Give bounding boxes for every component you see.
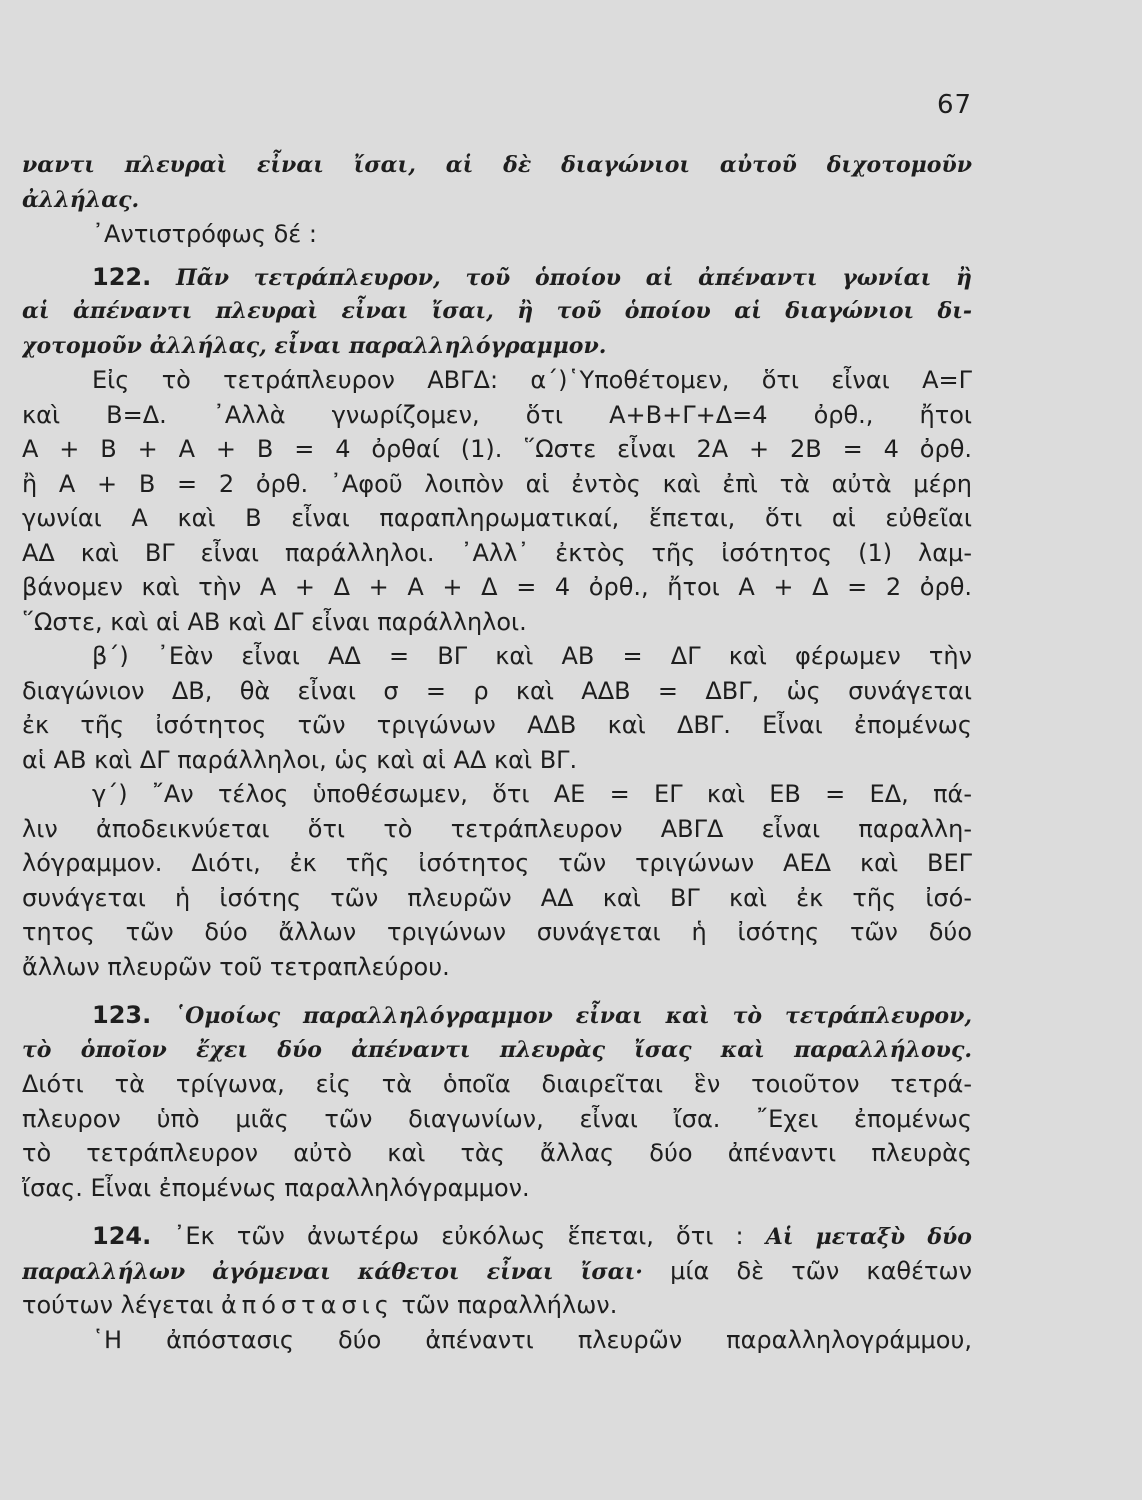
line-text: γ΄) ῎Αν τέλος ὑποθέσωμεν, ὅτι ΑΕ = ΕΓ καὶ ΕΒ = ΕΔ, πά- (92, 780, 972, 808)
line-text: ΑΔ καὶ ΒΓ εἶναι παράλληλοι. ᾿Αλλ᾿ ἐκτὸς τῆς ἰσότητος (1) λαμ- (22, 538, 972, 567)
text-line (22, 743, 972, 778)
text-line (22, 1254, 972, 1289)
text-line (22, 148, 972, 183)
text-line (22, 398, 972, 433)
theorem-124-heading (22, 1219, 972, 1254)
theorem-122-heading (22, 260, 972, 295)
text-line (22, 1323, 972, 1358)
page-number: 67 (937, 90, 973, 120)
line-text: χοτομοῦν ἀλλήλας, εἶναι παραλληλόγραμμον. (22, 332, 607, 359)
line-text: τὸ ὁποῖον ἔχει δύο ἀπέναντι πλευρὰς ἴσας καὶ παραλλήλους. (22, 1036, 972, 1063)
line-text: ἴσας. Εἶναι ἐπομένως παραλληλόγραμμον. (22, 1173, 530, 1202)
line-text: βάνομεν καὶ τὴν Α + Δ + Α + Δ = 4 ὀρθ., ἤτοι Α + Δ = 2 ὀρθ. (22, 573, 972, 601)
line-text: τῶν παραλλήλων. (401, 1291, 618, 1319)
text-line (22, 329, 972, 364)
line-text: λιν ἀποδεικνύεται ὅτι τὸ τετράπλευρον ΑΒΓΔ εἶναι παραλλη- (22, 814, 972, 843)
text-line (22, 501, 972, 536)
line-text: Πᾶν τετράπλευρον, τοῦ ὁποίου αἱ ἀπέναντι γωνίαι ἢ (175, 264, 972, 291)
text-line (22, 363, 972, 398)
line-text: ᾿Εκ τῶν ἀνωτέρω εὐκόλως ἕπεται, ὅτι : (173, 1222, 744, 1250)
line-text: τούτων λέγεται (22, 1291, 214, 1319)
line-text: ῞Ωστε, καὶ αἱ ΑΒ καὶ ΔΓ εἶναι παράλληλοι. (22, 607, 527, 636)
text-line (22, 1136, 972, 1171)
line-text: καὶ Β=Δ. ᾿Αλλὰ γνωρίζομεν, ὅτι Α+Β+Γ+Δ=4 ὀρθ., ἤτοι (22, 400, 972, 429)
text-line (22, 812, 972, 847)
line-text: ῾Ομοίως παραλληλόγραμμον εἶναι καὶ τὸ τετράπλευρον, (174, 1003, 972, 1029)
line-italic-text: παραλλήλων ἀγόμεναι κάθετοι εἶναι ἴσαι· (22, 1258, 643, 1285)
line-text: ἐκ τῆς ἰσότητος τῶν τριγώνων ΑΔΒ καὶ ΔΒΓ. Εἶναι ἐπομένως (22, 711, 972, 739)
text-line (22, 639, 972, 674)
line-text: ἢ Α + Β = 2 ὀρθ. ᾿Αφοῦ λοιπὸν αἱ ἐντὸς καὶ ἐπὶ τὰ αὐτὰ μέρη (22, 469, 972, 498)
text-line (22, 467, 972, 502)
theorem-123-heading (22, 998, 972, 1033)
text-line (22, 1171, 972, 1206)
line-text: διαγώνιον ΔΒ, θὰ εἶναι σ = ρ καὶ ΑΔΒ = ΔΒΓ, ὡς συνάγεται (22, 676, 972, 705)
text-line (22, 294, 972, 329)
line-text: συνάγεται ἡ ἰσότης τῶν πλευρῶν ΑΔ καὶ ΒΓ καὶ ἐκ τῆς ἰσό- (22, 883, 972, 912)
line-text: μία δὲ τῶν καθέτων (670, 1256, 972, 1285)
text-line (22, 183, 972, 218)
main-text (22, 148, 972, 1357)
line-text: Α + Β + Α + Β = 4 ὀρθαί (1). ῞Ωστε εἶναι 2Α + 2Β = 4 ὀρθ. (22, 435, 972, 463)
line-text: ῾Η ἀπόστασις δύο ἀπέναντι πλευρῶν παραλληλογράμμου, (92, 1325, 972, 1354)
line-text: αἱ ΑΒ καὶ ΔΓ παράλληλοι, ὡς καὶ αἱ ΑΔ καὶ ΒΓ. (22, 745, 578, 774)
line-text: ἄλλων πλευρῶν τοῦ τετραπλεύρου. (22, 952, 450, 981)
text-line (22, 217, 972, 252)
line-text: αἱ ἀπέναντι πλευραὶ εἶναι ἴσαι, ἢ τοῦ ὁποίου αἱ διαγώνιοι δι- (22, 298, 972, 324)
line-text: γωνίαι Α καὶ Β εἶναι παραπληρωματικαί, ἕπεται, ὅτι αἱ εὐθεῖαι (22, 504, 972, 532)
text-line (22, 950, 972, 985)
line-text: λόγραμμον. Διότι, ἐκ τῆς ἰσότητος τῶν τριγώνων ΑΕΔ καὶ ΒΕΓ (22, 849, 972, 877)
text-line (22, 1033, 972, 1068)
text-line (22, 674, 972, 709)
line-text: Διότι τὰ τρίγωνα, εἰς τὰ ὁποῖα διαιρεῖται ἓν τοιοῦτον τετρά- (22, 1070, 972, 1098)
line-text: ναντι πλευραὶ εἶναι ἴσαι, αἱ δὲ διαγώνιοι αὐτοῦ διχοτομοῦν (22, 152, 972, 178)
line-text: πλευρον ὑπὸ μιᾶς τῶν διαγωνίων, εἶναι ἴσα. ῎Εχει ἐπομένως (22, 1104, 972, 1133)
section-number: 123. (92, 1001, 152, 1029)
text-line (22, 1067, 972, 1102)
line-text: ᾿Αντιστρόφως δέ : (92, 220, 317, 248)
line-text: ἀλλήλας. (22, 186, 140, 213)
text-line (22, 570, 972, 605)
line-text: Εἰς τὸ τετράπλευρον ΑΒΓΔ: α΄)῾Υποθέτομεν, ὅτι εἶναι Α=Γ (92, 366, 972, 394)
text-line (22, 915, 972, 950)
text-line (22, 536, 972, 571)
text-line (22, 881, 972, 916)
text-line (22, 605, 972, 640)
text-line (22, 777, 972, 812)
line-text: τητος τῶν δύο ἄλλων τριγώνων συνάγεται ἡ ἰσότης τῶν δύο (22, 918, 972, 946)
section-number: 122. (92, 262, 152, 291)
line-text: β΄) ᾿Εὰν εἶναι ΑΔ = ΒΓ καὶ ΑΒ = ΔΓ καὶ φέρωμεν τὴν (92, 642, 972, 670)
line-italic-text: Αἱ μεταξὺ δύο (765, 1224, 972, 1250)
line-text: τὸ τετράπλευρον αὐτὸ καὶ τὰς ἄλλας δύο ἀπέναντι πλευρὰς (22, 1139, 972, 1167)
text-line (22, 1102, 972, 1137)
spaced-term: ἀπόστασις (220, 1291, 394, 1319)
text-line (22, 708, 972, 743)
section-number: 124. (92, 1222, 152, 1250)
text-line (22, 1288, 972, 1323)
text-line (22, 432, 972, 467)
text-line (22, 846, 972, 881)
